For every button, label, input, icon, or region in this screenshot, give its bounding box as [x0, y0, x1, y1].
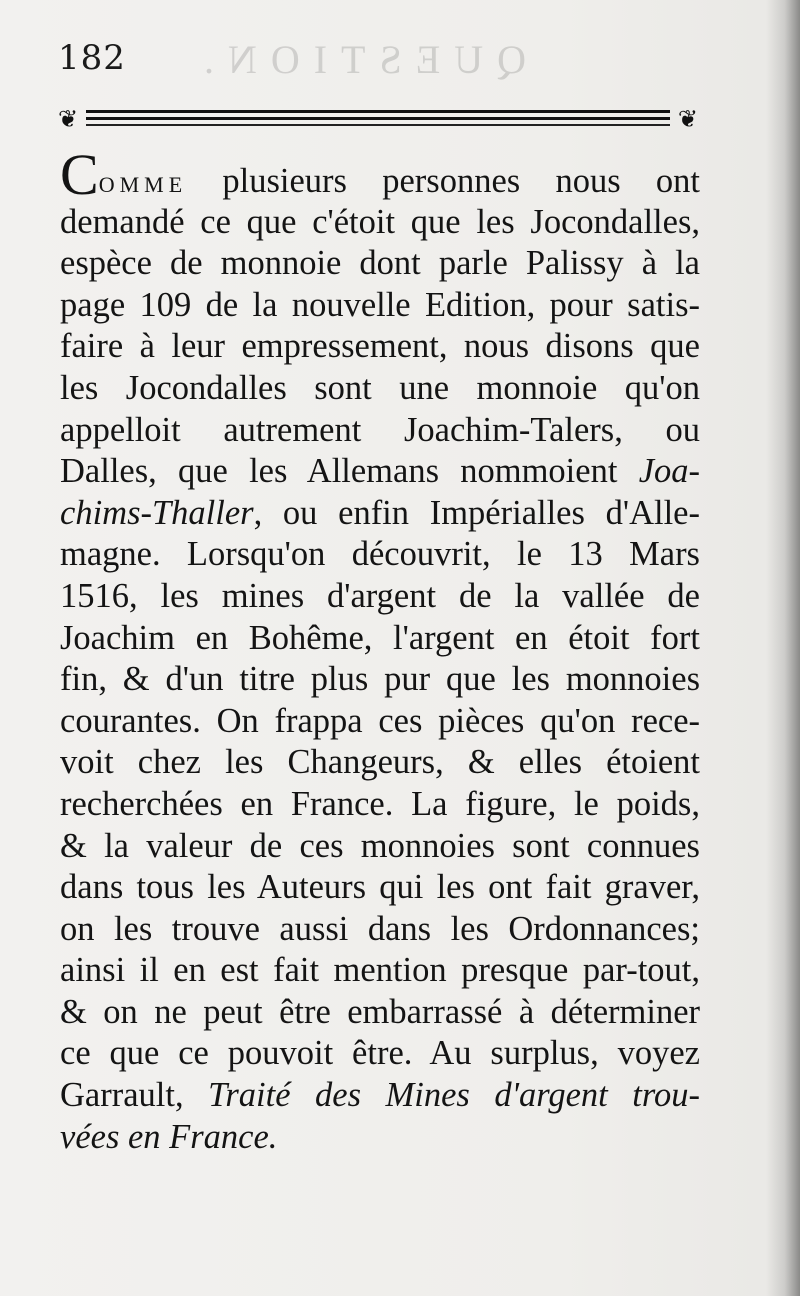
text-line-3: espèce de monnoie dont parle Palissy à la [60, 244, 700, 283]
triple-rule [86, 110, 670, 128]
text-line-8 [60, 451, 700, 493]
text-line-24: vées en France. [60, 1117, 278, 1156]
text-line-23 [60, 1075, 700, 1117]
body-paragraph [60, 142, 700, 1158]
text-line-15: voit chez les Changeurs, & elles étoient [60, 743, 700, 782]
page-number: 182 [58, 38, 126, 78]
running-head-showthrough: QUESTION. [190, 37, 526, 82]
text-line-10: magne. Lorsqu'on découvrit, le 13 Mars [60, 535, 700, 574]
text-line-1 [60, 142, 700, 207]
fleuron-right-icon: ❦ [677, 105, 698, 133]
text-line-6: les Jocondalles sont une monnoie qu'on [60, 368, 700, 407]
fleuron-left-icon: ❦ [58, 105, 79, 133]
line-1-rest: plusieurs personnes nous ont [187, 162, 700, 200]
text-line-21: & on ne peut être embarrassé à déterminer [60, 992, 700, 1031]
text-line-18: dans tous les Auteurs qui les ont fait graver, [60, 868, 700, 907]
text-line-22: ce que ce pouvoit être. Au surplus, voyez [60, 1034, 700, 1073]
line-8-roman: Dalles, que les Allemans nommoient [60, 452, 639, 491]
text-line-4: page 109 de la nouvelle Edition, pour satis- [60, 285, 700, 324]
text-line-14: courantes. On frappa ces pièces qu'on rece- [60, 701, 700, 740]
line-9-italic: chims-Thaller [60, 493, 254, 532]
text-line-2: demandé ce que c'étoit que les Jocondalles, [60, 202, 700, 241]
text-line-19: on les trouve aussi dans les Ordonnances; [60, 909, 700, 948]
line-23-italic: Traité des Mines d'argent trou- [208, 1076, 700, 1115]
text-line-9 [60, 493, 700, 535]
line-23-roman: Garrault, [60, 1076, 209, 1115]
text-line-12: Joachim en Bohême, l'argent en étoit fort [60, 618, 700, 657]
line-9-roman: , ou enfin Impérialles d'Alle- [253, 493, 700, 532]
text-line-5: faire à leur empressement, nous disons que [60, 327, 700, 366]
line-8-italic: Joa- [638, 452, 700, 491]
text-line-13: fin, & d'un titre plus pur que les monnoies [60, 660, 700, 699]
page-edge-shadow [766, 0, 800, 1296]
text-line-11: 1516, les mines d'argent de la vallée de [60, 576, 700, 615]
text-line-7: appelloit autrement Joachim-Talers, ou [60, 410, 700, 449]
text-line-16: recherchées en France. La figure, le poids, [60, 784, 700, 823]
drop-cap: C [60, 142, 99, 207]
small-caps-word: OMME [98, 172, 188, 197]
text-line-20: ainsi il en est fait mention presque par-tout, [60, 951, 700, 990]
header-rule [58, 104, 698, 134]
text-line-17: & la valeur de ces monnoies sont connues [60, 826, 700, 865]
